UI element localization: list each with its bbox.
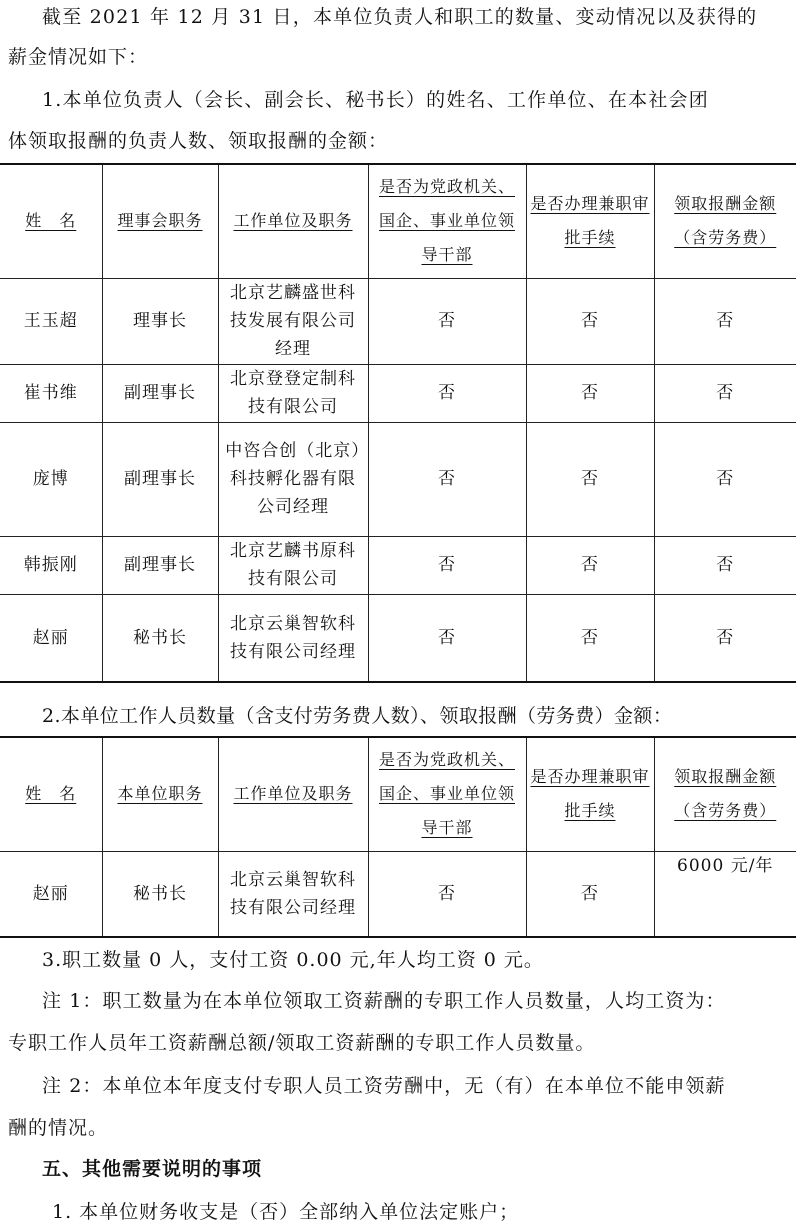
- cell-official: 否: [368, 594, 526, 682]
- cell-work: 北京艺麟盛世科技发展有限公司经理: [218, 278, 368, 364]
- cell-approval: 否: [526, 851, 654, 937]
- note2-line-2: 酬的情况。: [8, 1117, 109, 1139]
- note2-line-1: 注 2：本单位本年度支付专职人员工资劳酬中，无（有）在本单位不能申领薪: [42, 1075, 726, 1097]
- header-unit-role: 本单位职务: [102, 737, 218, 851]
- table-row: [0, 278, 796, 364]
- cell-official: 否: [368, 851, 526, 937]
- header-name: 姓 名: [0, 737, 102, 851]
- staff-header-row: [0, 737, 796, 851]
- cell-approval: 否: [526, 278, 654, 364]
- cell-name: 韩振刚: [0, 536, 102, 594]
- cell-work: 北京云巢智软科技有限公司经理: [218, 594, 368, 682]
- cell-official: 否: [368, 278, 526, 364]
- cell-approval: 否: [526, 536, 654, 594]
- cell-name: 崔书维: [0, 364, 102, 422]
- cell-role: 秘书长: [102, 594, 218, 682]
- cell-official: 否: [368, 536, 526, 594]
- cell-official: 否: [368, 364, 526, 422]
- section2-heading: 2.本单位工作人员数量（含支付劳务费人数）、领取报酬（劳务费）金额：: [42, 705, 673, 727]
- header-official: 是否为党政机关、国企、事业单位领导干部: [368, 164, 526, 278]
- section1-heading-line-1: 1.本单位负责人（会长、副会长、秘书长）的姓名、工作单位、在本社会团: [42, 89, 709, 111]
- cell-pay: 否: [654, 536, 796, 594]
- cell-pay: 否: [654, 278, 796, 364]
- leaders-table: [0, 163, 796, 683]
- table-row: [0, 536, 796, 594]
- section1-heading-line-2: 体领取报酬的负责人数、领取报酬的金额：: [8, 130, 389, 152]
- table-row: [0, 422, 796, 536]
- header-pay: 领取报酬金额（含劳务费）: [654, 737, 796, 851]
- cell-name: 赵丽: [0, 594, 102, 682]
- section5-title: 五、其他需要说明的事项: [42, 1158, 263, 1180]
- section5-item1: 1. 本单位财务收支是（否）全部纳入单位法定账户；: [52, 1201, 520, 1223]
- cell-pay: 否: [654, 594, 796, 682]
- cell-name: 王玉超: [0, 278, 102, 364]
- header-council-role: 理事会职务: [102, 164, 218, 278]
- table-row: [0, 851, 796, 937]
- leaders-header-row: [0, 164, 796, 278]
- cell-role: 秘书长: [102, 851, 218, 937]
- staff-table: [0, 736, 796, 938]
- header-approval: 是否办理兼职审批手续: [526, 737, 654, 851]
- cell-role: 副理事长: [102, 364, 218, 422]
- cell-pay: 否: [654, 364, 796, 422]
- cell-work: 中咨合创（北京）科技孵化器有限公司经理: [218, 422, 368, 536]
- cell-role: 理事长: [102, 278, 218, 364]
- header-official: 是否为党政机关、国企、事业单位领导干部: [368, 737, 526, 851]
- header-work: 工作单位及职务: [218, 164, 368, 278]
- cell-role: 副理事长: [102, 422, 218, 536]
- intro-line-1: 截至 2021 年 12 月 31 日，本单位负责人和职工的数量、变动情况以及获得的: [42, 6, 758, 28]
- cell-name: 庞博: [0, 422, 102, 536]
- header-name: 姓 名: [0, 164, 102, 278]
- cell-approval: 否: [526, 594, 654, 682]
- cell-work: 北京登登定制科技有限公司: [218, 364, 368, 422]
- header-pay: 领取报酬金额（含劳务费）: [654, 164, 796, 278]
- intro-line-2: 薪金情况如下：: [8, 46, 149, 68]
- cell-official: 否: [368, 422, 526, 536]
- cell-pay: 6000 元/年: [654, 851, 796, 937]
- cell-approval: 否: [526, 422, 654, 536]
- header-approval: 是否办理兼职审批手续: [526, 164, 654, 278]
- section3-line: 3.职工数量 0 人，支付工资 0.00 元,年人均工资 0 元。: [42, 949, 544, 971]
- cell-role: 副理事长: [102, 536, 218, 594]
- header-work: 工作单位及职务: [218, 737, 368, 851]
- note1-line-2: 专职工作人员年工资薪酬总额/领取工资薪酬的专职工作人员数量。: [8, 1032, 596, 1054]
- cell-pay: 否: [654, 422, 796, 536]
- cell-work: 北京艺麟书原科技有限公司: [218, 536, 368, 594]
- table-row: [0, 594, 796, 682]
- note1-line-1: 注 1：职工数量为在本单位领取工资薪酬的专职工作人员数量，人均工资为：: [42, 990, 726, 1012]
- cell-work: 北京云巢智软科技有限公司经理: [218, 851, 368, 937]
- cell-name: 赵丽: [0, 851, 102, 937]
- cell-approval: 否: [526, 364, 654, 422]
- table-row: [0, 364, 796, 422]
